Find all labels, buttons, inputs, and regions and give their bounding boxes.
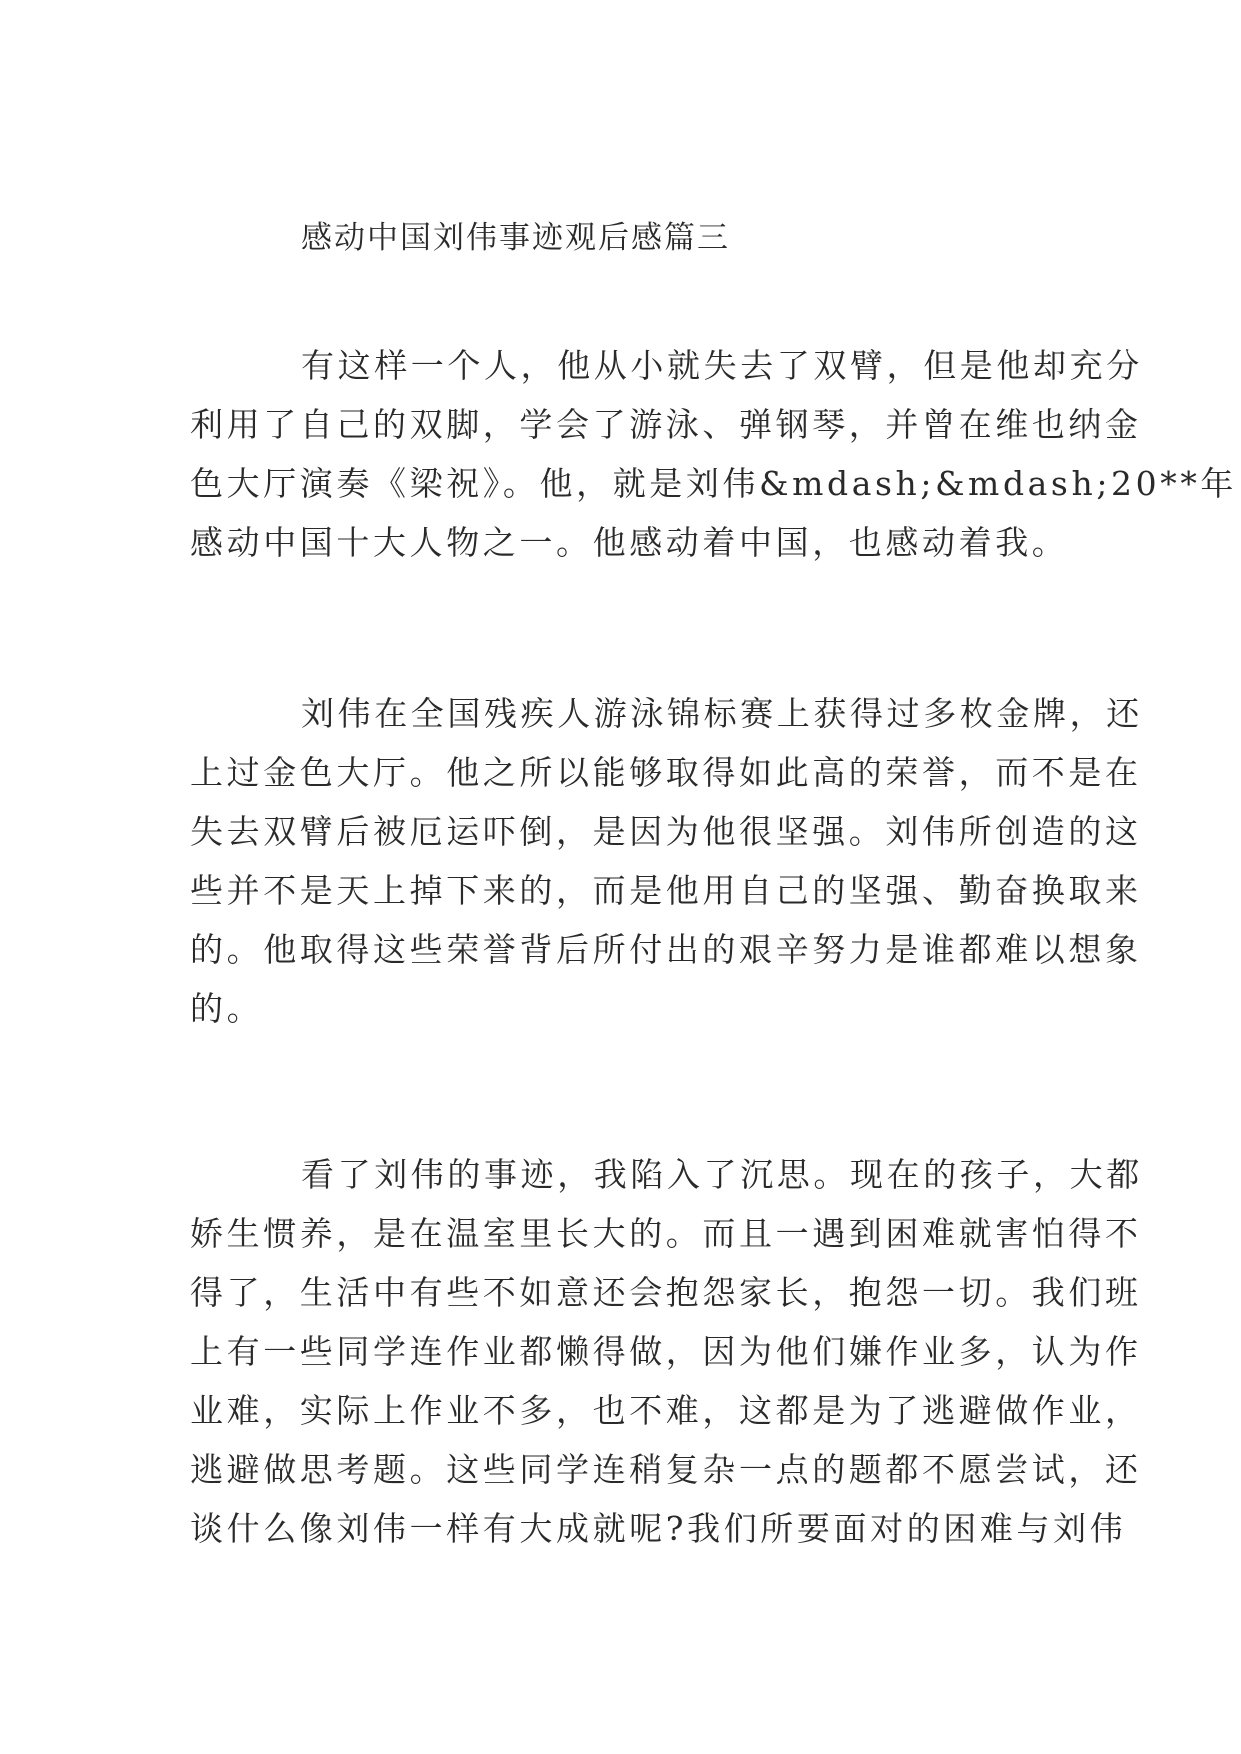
paragraph-line: 逃避做思考题。这些同学连稍复杂一点的题都不愿尝试，还	[190, 1450, 1142, 1489]
paragraph-line: 的。他取得这些荣誉背后所付出的艰辛努力是谁都难以想象	[190, 930, 1142, 969]
paragraph-line: 色大厅演奏《梁祝》。他，就是刘伟&mdash;&mdash;20**年	[190, 464, 1238, 503]
paragraph-line: 刘伟在全国残疾人游泳锦标赛上获得过多枚金牌，还	[301, 694, 1143, 733]
paragraph-line: 上过金色大厅。他之所以能够取得如此高的荣誉，而不是在	[190, 753, 1142, 792]
paragraph-line: 谈什么像刘伟一样有大成就呢?我们所要面对的困难与刘伟	[190, 1509, 1127, 1548]
paragraph-3	[190, 1145, 1143, 1558]
paragraph-line: 业难，实际上作业不多，也不难，这都是为了逃避做作业，	[190, 1391, 1142, 1430]
paragraph-line: 得了，生活中有些不如意还会抱怨家长，抱怨一切。我们班	[190, 1273, 1142, 1312]
paragraph-line: 娇生惯养，是在温室里长大的。而且一遇到困难就害怕得不	[190, 1214, 1142, 1253]
paragraph-line: 些并不是天上掉下来的，而是他用自己的坚强、勤奋换取来	[190, 871, 1142, 910]
document-title: 感动中国刘伟事迹观后感篇三	[301, 220, 730, 256]
paragraph-line: 感动中国十大人物之一。他感动着中国，也感动着我。	[190, 523, 1069, 562]
paragraph-line: 失去双臂后被厄运吓倒，是因为他很坚强。刘伟所创造的这	[190, 812, 1142, 851]
paragraph-1	[190, 336, 1237, 572]
paragraph-line: 有这样一个人，他从小就失去了双臂，但是他却充分	[301, 346, 1143, 385]
paragraph-line: 上有一些同学连作业都懒得做，因为他们嫌作业多，认为作	[190, 1332, 1142, 1371]
paragraph-line: 看了刘伟的事迹，我陷入了沉思。现在的孩子，大都	[301, 1155, 1143, 1194]
paragraph-line: 利用了自己的双脚，学会了游泳、弹钢琴，并曾在维也纳金	[190, 405, 1142, 444]
paragraph-line: 的。	[190, 989, 264, 1028]
paragraph-2	[190, 684, 1143, 1038]
